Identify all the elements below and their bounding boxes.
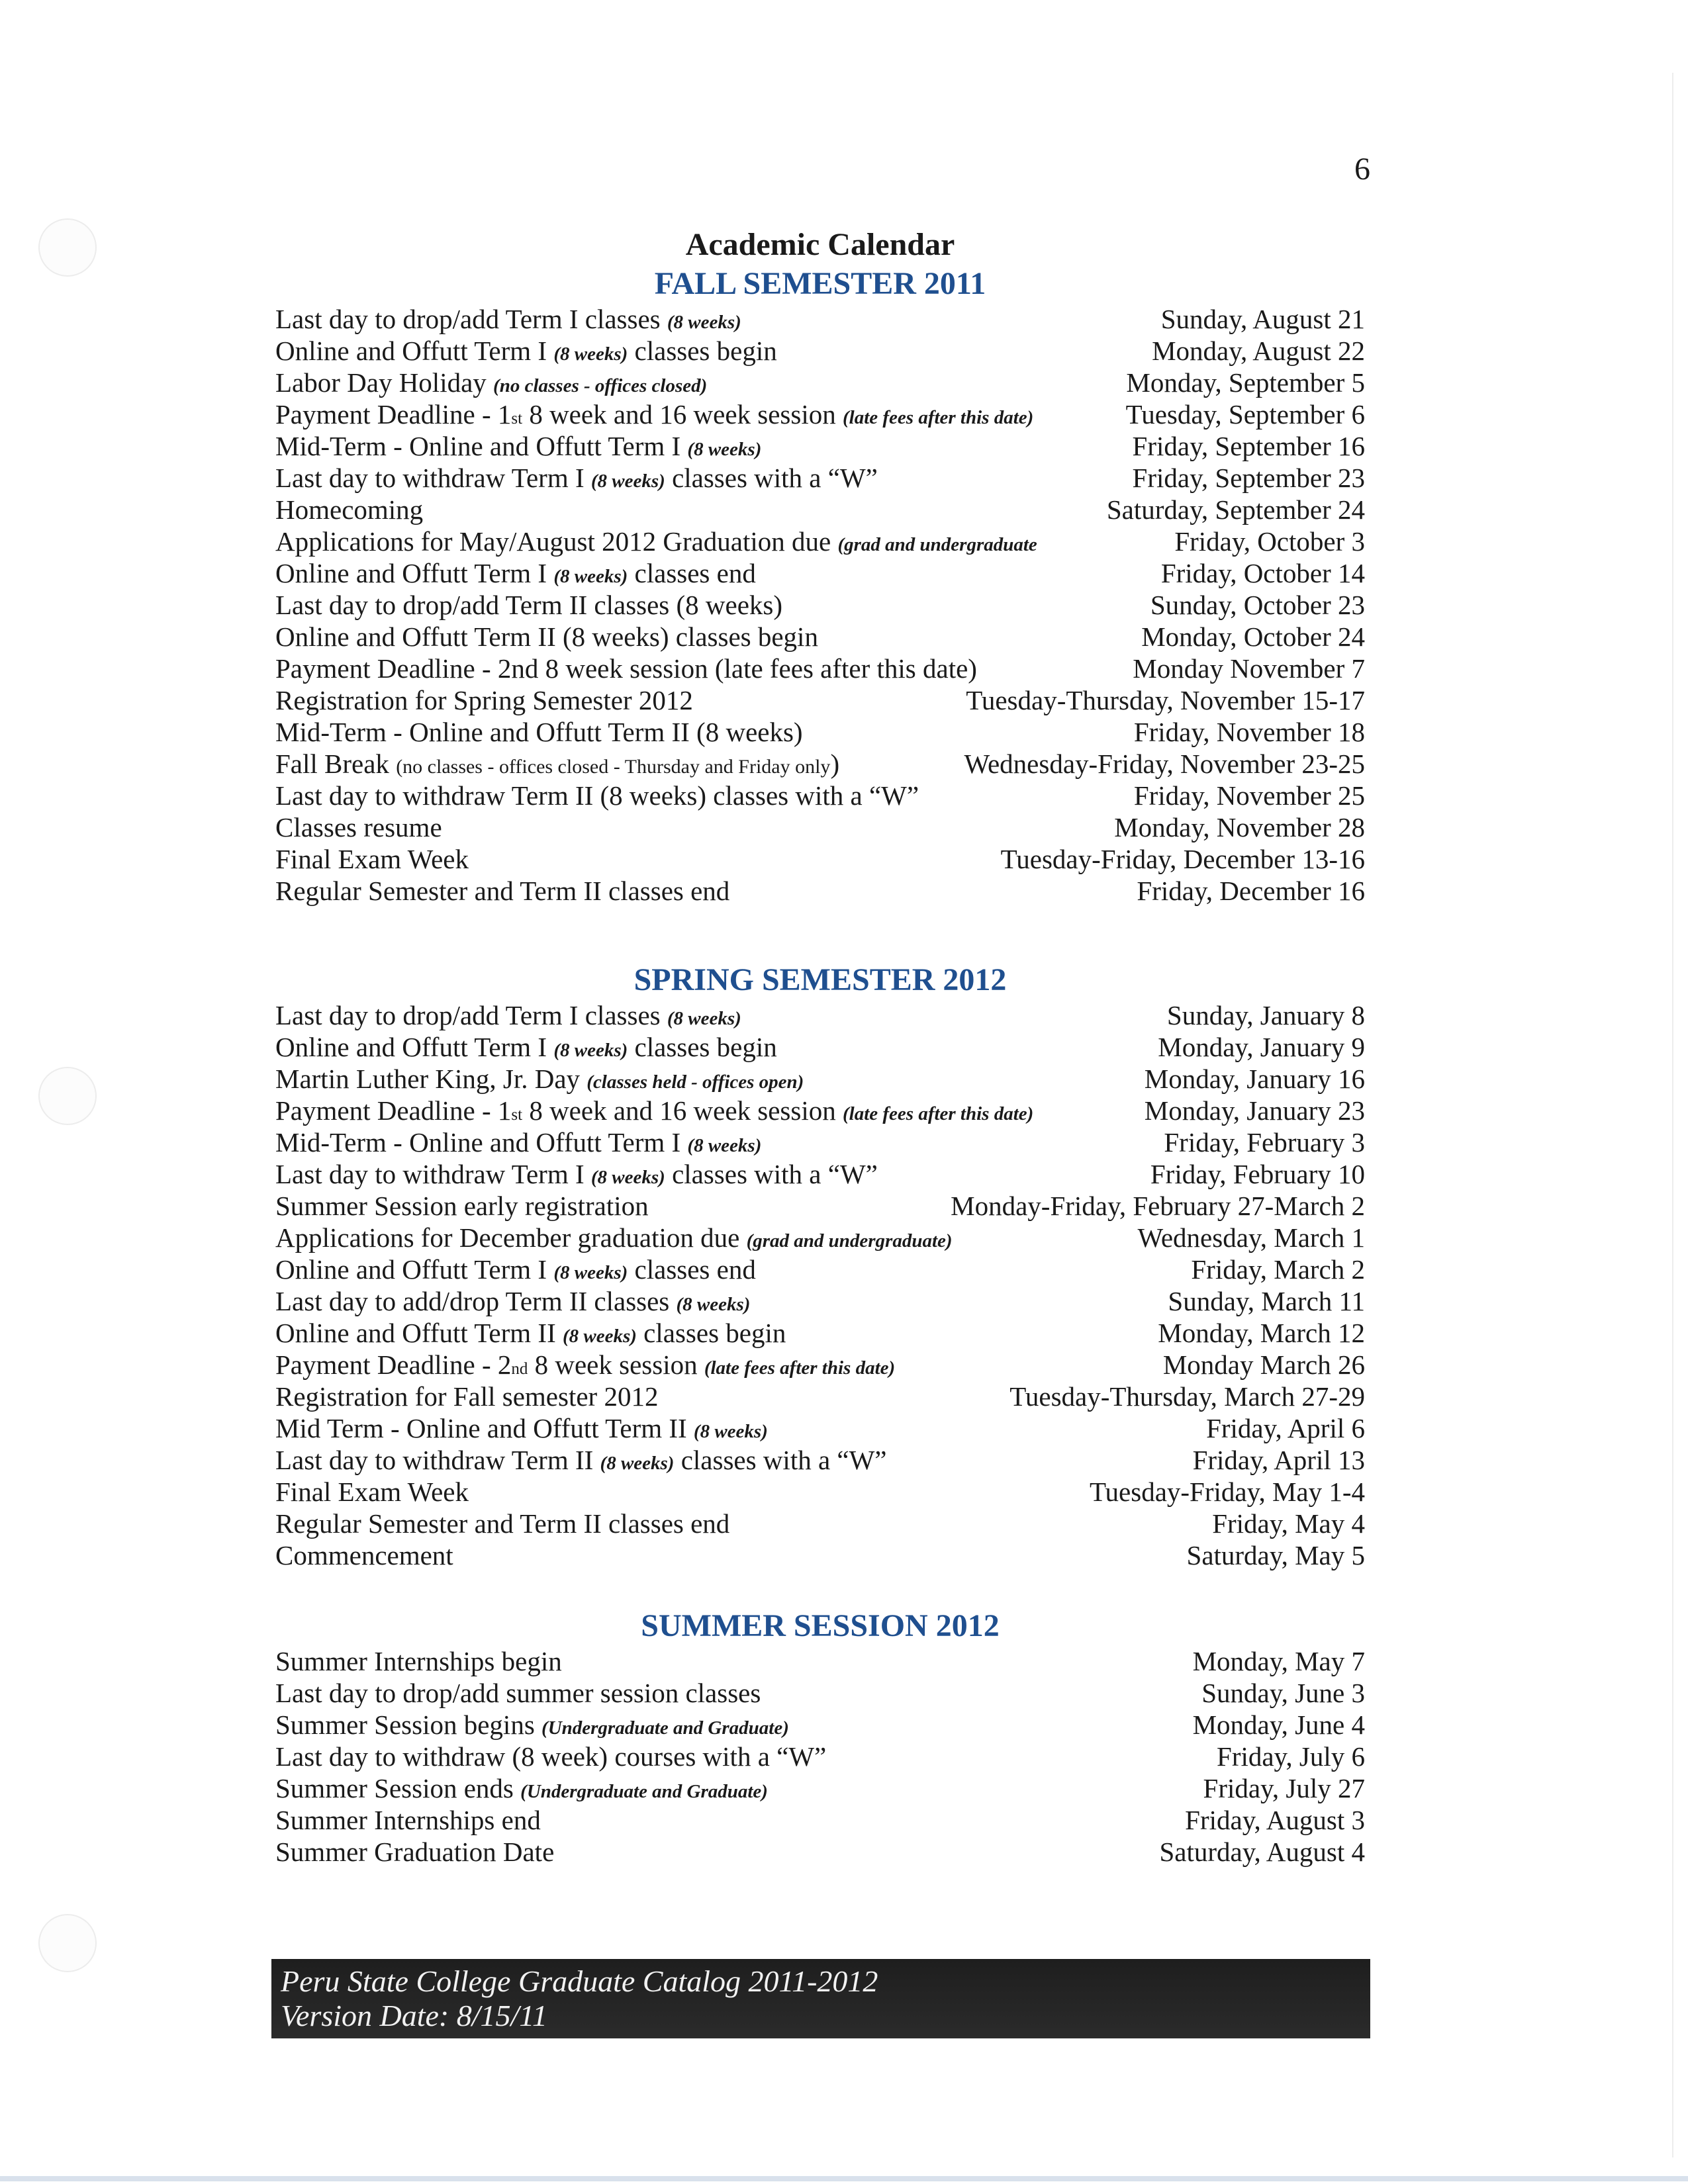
calendar-row <box>275 1412 1365 1444</box>
event-date: Friday, October 3 <box>1174 526 1365 557</box>
event-text: Summer Session early registration <box>275 1191 649 1221</box>
event-text: Summer Session begins <box>275 1709 542 1740</box>
event-note: (8 weeks) <box>667 312 741 333</box>
event-text-continued: 8 week and 16 week session <box>522 1095 843 1126</box>
event-text: Registration for Spring Semester 2012 <box>275 685 693 715</box>
event-date: Monday, March 12 <box>1158 1318 1365 1348</box>
calendar-row <box>275 1381 1365 1412</box>
event-description <box>275 1804 541 1836</box>
calendar-row <box>275 462 1365 494</box>
event-date: Friday, December 16 <box>1137 876 1365 906</box>
event-date: Friday, May 4 <box>1212 1508 1365 1539</box>
event-description <box>275 684 693 716</box>
event-text: Mid-Term - Online and Offutt Term II (8 weeks) <box>275 717 803 747</box>
binder-hole-top <box>38 218 97 277</box>
event-note: (grad and undergraduate) <box>746 1230 953 1251</box>
event-text: Last day to drop/add Term II classes (8 weeks) <box>275 590 783 620</box>
event-text-continued: 8 week and 16 week session <box>522 399 843 430</box>
calendar-row <box>275 1709 1365 1741</box>
event-note: (late fees after this date) <box>704 1357 896 1379</box>
event-description <box>275 525 1037 561</box>
event-date: Friday, September 16 <box>1132 431 1365 461</box>
event-description <box>275 716 803 748</box>
calendar-row <box>275 1190 1365 1222</box>
calendar-row <box>275 1508 1365 1539</box>
event-text-continued: classes with a “W” <box>665 1159 878 1189</box>
section-heading-summer: SUMMER SESSION 2012 <box>641 1608 1000 1643</box>
event-description <box>275 653 977 684</box>
event-note: (8 weeks) <box>590 471 665 492</box>
event-date: Wednesday-Friday, November 23-25 <box>964 749 1365 779</box>
event-description <box>275 1253 756 1289</box>
event-description <box>275 1285 750 1320</box>
event-text: Payment Deadline - 2 <box>275 1349 512 1380</box>
event-description <box>275 1317 786 1352</box>
calendar-row <box>275 1677 1365 1709</box>
event-description <box>275 1158 878 1193</box>
event-text: Online and Offutt Term I <box>275 1032 554 1062</box>
event-description <box>275 1508 729 1539</box>
event-description <box>275 1772 768 1807</box>
event-date: Friday, November 18 <box>1133 717 1365 747</box>
event-note: (Undergraduate and Graduate) <box>541 1717 789 1739</box>
event-note: (8 weeks) <box>667 1008 741 1029</box>
event-date: Friday, February 3 <box>1164 1127 1365 1158</box>
event-text: Applications for December graduation due <box>275 1222 747 1253</box>
event-text-continued: ) <box>830 749 840 779</box>
calendar-row <box>275 1126 1365 1158</box>
calendar-row <box>275 494 1365 525</box>
calendar-row <box>275 1804 1365 1836</box>
event-description <box>275 1222 953 1257</box>
event-date: Monday, November 28 <box>1114 812 1365 842</box>
event-text-continued: classes with a “W” <box>665 463 878 493</box>
calendar-row <box>275 621 1365 653</box>
event-text: Online and Offutt Term I <box>275 558 554 588</box>
event-date: Tuesday-Thursday, November 15-17 <box>966 685 1365 715</box>
event-text: Online and Offutt Term II <box>275 1318 563 1348</box>
event-description <box>275 1031 777 1066</box>
event-text: Homecoming <box>275 494 424 525</box>
event-date: Monday, January 23 <box>1144 1095 1365 1126</box>
calendar-row <box>275 1317 1365 1349</box>
calendar-row <box>275 589 1365 621</box>
ordinal-suffix: st <box>511 1106 523 1124</box>
event-date: Friday, October 14 <box>1160 558 1365 588</box>
event-date: Friday, April 13 <box>1192 1445 1365 1475</box>
event-date: Sunday, August 21 <box>1160 304 1365 334</box>
event-note-small: (no classes - offices closed - Thursday and Friday only <box>396 756 831 778</box>
event-text: Last day to add/drop Term II classes <box>275 1286 677 1316</box>
event-date: Wednesday, March 1 <box>1137 1222 1365 1253</box>
event-date: Monday, January 9 <box>1158 1032 1365 1062</box>
event-date: Tuesday-Friday, December 13-16 <box>1000 844 1365 874</box>
event-date: Monday, October 24 <box>1141 621 1365 652</box>
academic-calendar <box>275 225 1365 1868</box>
event-text-continued: classes end <box>628 558 756 588</box>
event-note: (no classes - offices closed) <box>493 375 708 396</box>
spring-semester-table <box>275 999 1365 1571</box>
event-text: Labor Day Holiday <box>275 367 494 398</box>
calendar-row <box>275 748 1365 780</box>
event-description <box>275 1412 768 1447</box>
event-date: Sunday, June 3 <box>1201 1678 1365 1708</box>
event-text: Online and Offutt Term I <box>275 1254 554 1285</box>
event-description <box>275 589 782 621</box>
event-description <box>275 430 761 465</box>
event-note: (late fees after this date) <box>842 1103 1034 1124</box>
event-text: Martin Luther King, Jr. Day <box>275 1064 587 1094</box>
event-text: Mid-Term - Online and Offutt Term I <box>275 431 688 461</box>
event-description <box>275 748 839 783</box>
event-note: (8 weeks) <box>676 1294 751 1315</box>
event-text: Last day to withdraw Term II (8 weeks) classes with a “W” <box>275 780 919 811</box>
calendar-row <box>275 811 1365 843</box>
event-description <box>275 999 741 1034</box>
event-text-continued: classes end <box>628 1254 756 1285</box>
event-note: (8 weeks) <box>553 1262 628 1283</box>
event-text: Online and Offutt Term II (8 weeks) classes begin <box>275 621 818 652</box>
event-description <box>275 875 729 907</box>
calendar-row <box>275 1836 1365 1868</box>
calendar-row <box>275 1772 1365 1804</box>
event-date: Tuesday-Thursday, March 27-29 <box>1009 1381 1365 1412</box>
event-description <box>275 1836 554 1868</box>
calendar-row <box>275 1031 1365 1063</box>
event-date: Friday, March 2 <box>1191 1254 1365 1285</box>
calendar-row <box>275 653 1365 684</box>
event-description <box>275 462 878 497</box>
event-description <box>275 557 756 592</box>
event-description <box>275 1190 649 1222</box>
event-text: Last day to drop/add Term I classes <box>275 304 667 334</box>
event-description <box>275 335 777 370</box>
event-note: (8 weeks) <box>553 1040 628 1061</box>
event-text: Summer Internships begin <box>275 1646 562 1676</box>
event-note: (8 weeks) <box>553 566 628 587</box>
event-description <box>275 1126 761 1161</box>
event-date: Tuesday, September 6 <box>1125 399 1365 430</box>
event-text: Last day to withdraw (8 week) courses with a “W” <box>275 1741 827 1772</box>
scan-bottom-edge <box>0 2176 1688 2181</box>
event-note: (8 weeks) <box>590 1167 665 1188</box>
event-description <box>275 780 919 811</box>
event-text: Last day to withdraw Term II <box>275 1445 600 1475</box>
ordinal-suffix: nd <box>511 1360 528 1378</box>
event-text: Summer Internships end <box>275 1805 541 1835</box>
event-note: (8 weeks) <box>553 343 628 365</box>
calendar-row <box>275 303 1365 335</box>
binder-hole-middle <box>38 1067 97 1125</box>
event-text-continued: classes begin <box>628 1032 777 1062</box>
event-date: Monday March 26 <box>1162 1349 1365 1380</box>
event-note: (late fees after this date) <box>842 407 1034 428</box>
calendar-row <box>275 1444 1365 1476</box>
calendar-row <box>275 875 1365 907</box>
event-date: Monday, May 7 <box>1192 1646 1365 1676</box>
event-date: Friday, April 6 <box>1206 1413 1365 1443</box>
page-number: 6 <box>1354 152 1370 187</box>
summer-session-table <box>275 1645 1365 1868</box>
event-text: Last day to drop/add Term I classes <box>275 1000 667 1030</box>
event-text: Regular Semester and Term II classes end <box>275 876 730 906</box>
event-description <box>275 1539 453 1571</box>
event-description <box>275 303 741 338</box>
event-date: Friday, July 27 <box>1203 1773 1365 1803</box>
document-title: Academic Calendar <box>685 227 955 262</box>
event-description <box>275 1677 761 1709</box>
event-note: (8 weeks) <box>600 1453 675 1474</box>
calendar-row <box>275 780 1365 811</box>
event-description <box>275 843 469 875</box>
event-note: (classes held - offices open) <box>586 1071 804 1093</box>
event-text: Last day to drop/add summer session classes <box>275 1678 761 1708</box>
page-edge-shadow <box>1672 73 1673 2158</box>
fall-semester-table <box>275 303 1365 907</box>
event-text: Last day to withdraw Term I <box>275 1159 591 1189</box>
event-date: Sunday, March 11 <box>1168 1286 1365 1316</box>
event-note: (Undergraduate and Graduate) <box>520 1781 768 1802</box>
event-date: Monday, August 22 <box>1152 336 1365 366</box>
calendar-row <box>275 999 1365 1031</box>
event-date: Saturday, May 5 <box>1186 1540 1365 1570</box>
event-date: Monday, September 5 <box>1126 367 1365 398</box>
event-description <box>275 398 1033 435</box>
event-description <box>275 1444 887 1479</box>
event-description <box>275 1349 895 1385</box>
catalog-footer-banner <box>271 1959 1370 2038</box>
event-text-continued: 8 week session <box>528 1349 704 1380</box>
event-date: Friday, November 25 <box>1133 780 1365 811</box>
calendar-row <box>275 1349 1365 1381</box>
calendar-row <box>275 557 1365 589</box>
calendar-row <box>275 843 1365 875</box>
event-text: Summer Graduation Date <box>275 1837 555 1867</box>
event-description <box>275 494 423 525</box>
section-heading-spring: SPRING SEMESTER 2012 <box>633 962 1007 997</box>
calendar-row <box>275 1285 1365 1317</box>
event-date: Tuesday-Friday, May 1-4 <box>1089 1477 1365 1507</box>
calendar-row <box>275 684 1365 716</box>
calendar-row <box>275 1063 1365 1095</box>
event-date: Saturday, August 4 <box>1159 1837 1365 1867</box>
event-description <box>275 811 442 843</box>
event-text: Payment Deadline - 1 <box>275 399 512 430</box>
event-text: Fall Break <box>275 749 397 779</box>
calendar-row <box>275 1539 1365 1571</box>
event-description <box>275 1095 1033 1131</box>
event-text-continued: classes begin <box>636 1318 786 1348</box>
event-description <box>275 1476 469 1508</box>
event-text: Regular Semester and Term II classes end <box>275 1508 730 1539</box>
calendar-row <box>275 398 1365 430</box>
event-date: Monday-Friday, February 27-March 2 <box>951 1191 1365 1221</box>
event-date: Sunday, January 8 <box>1166 1000 1365 1030</box>
event-note: (8 weeks) <box>562 1326 637 1347</box>
event-date: Friday, February 10 <box>1150 1159 1365 1189</box>
calendar-row <box>275 1095 1365 1126</box>
event-date: Monday, January 16 <box>1144 1064 1365 1094</box>
event-text: Registration for Fall semester 2012 <box>275 1381 659 1412</box>
calendar-row <box>275 1253 1365 1285</box>
event-text: Mid Term - Online and Offutt Term II <box>275 1413 694 1443</box>
binder-hole-bottom <box>38 1914 97 1972</box>
event-text: Final Exam Week <box>275 1477 469 1507</box>
event-date: Friday, August 3 <box>1185 1805 1365 1835</box>
event-description <box>275 1381 658 1412</box>
event-text: Payment Deadline - 2nd 8 week session (late fees after this date) <box>275 653 977 684</box>
calendar-row <box>275 716 1365 748</box>
event-text: Mid-Term - Online and Offutt Term I <box>275 1127 688 1158</box>
event-text: Commencement <box>275 1540 453 1570</box>
event-text: Payment Deadline - 1 <box>275 1095 512 1126</box>
calendar-row <box>275 1222 1365 1253</box>
event-text-continued: classes begin <box>628 336 777 366</box>
event-description <box>275 1709 789 1744</box>
event-text: Summer Session ends <box>275 1773 521 1803</box>
calendar-row <box>275 1158 1365 1190</box>
event-date: Sunday, October 23 <box>1150 590 1365 620</box>
footer-version-date: Version Date: 8/15/11 <box>281 1999 547 2032</box>
section-heading-fall: FALL SEMESTER 2011 <box>654 266 986 301</box>
calendar-row <box>275 430 1365 462</box>
event-text: Online and Offutt Term I <box>275 336 554 366</box>
calendar-row <box>275 1645 1365 1677</box>
event-note: (8 weeks) <box>693 1421 768 1442</box>
event-description <box>275 367 707 402</box>
ordinal-suffix: st <box>511 410 523 428</box>
calendar-row <box>275 367 1365 398</box>
event-description <box>275 1741 826 1772</box>
calendar-row <box>275 335 1365 367</box>
footer-catalog-title: Peru State College Graduate Catalog 2011-2012 <box>281 1964 878 1998</box>
event-note: (8 weeks) <box>687 1135 762 1156</box>
event-description <box>275 621 818 653</box>
event-description <box>275 1063 804 1098</box>
event-date: Saturday, September 24 <box>1106 494 1365 525</box>
event-date: Monday November 7 <box>1133 653 1365 684</box>
event-note: (8 weeks) <box>687 439 762 460</box>
event-date: Friday, July 6 <box>1217 1741 1365 1772</box>
calendar-row <box>275 525 1365 557</box>
event-note: (grad and undergraduate <box>837 534 1037 555</box>
event-text: Last day to withdraw Term I <box>275 463 591 493</box>
event-text-continued: classes with a “W” <box>674 1445 887 1475</box>
event-description <box>275 1645 562 1677</box>
calendar-row <box>275 1476 1365 1508</box>
event-date: Monday, June 4 <box>1192 1709 1365 1740</box>
event-date: Friday, September 23 <box>1132 463 1365 493</box>
event-text: Final Exam Week <box>275 844 469 874</box>
event-text: Applications for May/August 2012 Graduation due <box>275 526 838 557</box>
calendar-row <box>275 1741 1365 1772</box>
event-text: Classes resume <box>275 812 442 842</box>
